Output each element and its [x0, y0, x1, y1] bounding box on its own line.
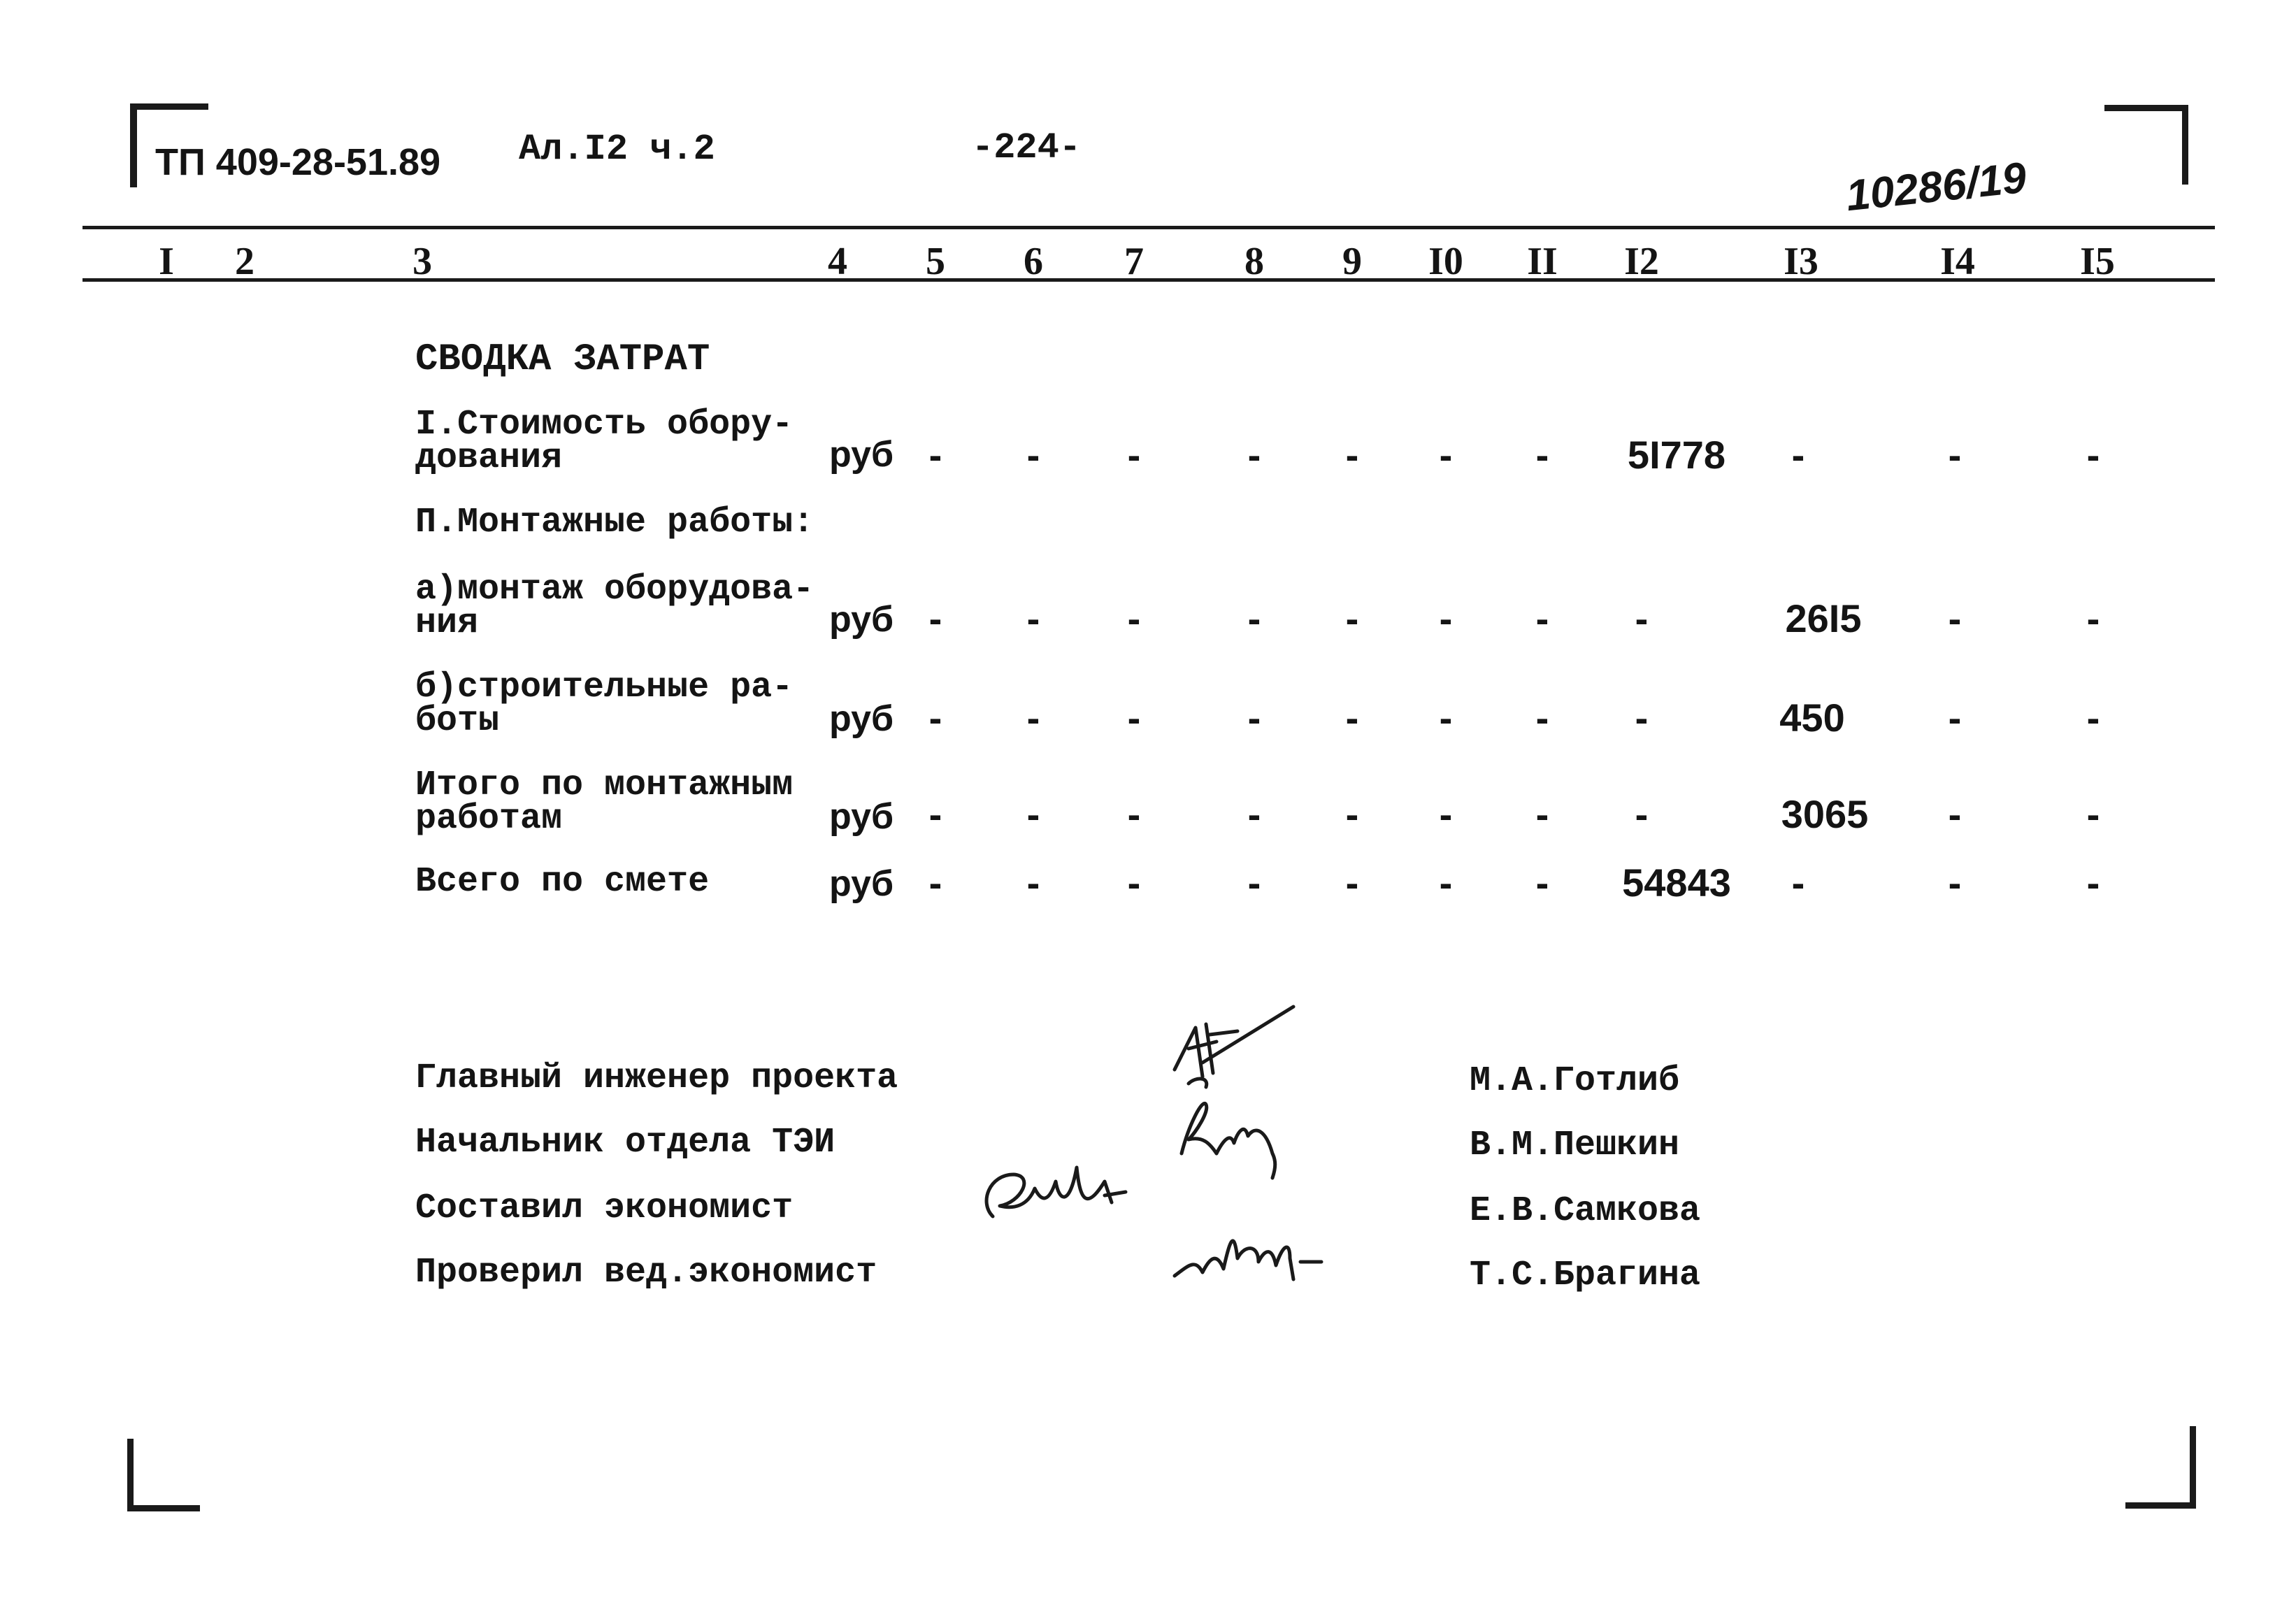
table-cell: -	[1247, 792, 1261, 836]
table-cell: 450	[1779, 696, 1845, 740]
page-number: -224-	[972, 127, 1082, 168]
table-cell: -	[1345, 696, 1359, 740]
row-label: Всего по смете	[415, 862, 710, 902]
table-cell: -	[1535, 596, 1549, 640]
handwritten-signatures	[965, 993, 1398, 1300]
table-cell: -	[1439, 861, 1453, 905]
table-cell: -	[1026, 861, 1040, 905]
table-cell: -	[1247, 596, 1261, 640]
table-cell: -	[1247, 696, 1261, 740]
column-number: I	[159, 240, 174, 283]
table-cell: -	[1439, 433, 1453, 477]
table-cell: -	[1535, 696, 1549, 740]
column-number: I4	[1940, 240, 1975, 283]
row-label: Итого по монтажным работам	[415, 766, 794, 839]
corner-mark-top-right	[2104, 105, 2188, 111]
corner-mark-top-left-h	[130, 103, 208, 110]
table-cell: -	[1345, 433, 1359, 477]
table-cell: -	[1026, 596, 1040, 640]
table-cell: -	[928, 861, 942, 905]
table-cell: -	[1635, 596, 1649, 640]
table-cell: -	[1439, 696, 1453, 740]
table-cell: -	[1535, 433, 1549, 477]
column-number: 9	[1342, 240, 1362, 283]
table-cell: -	[1127, 861, 1141, 905]
table-cell: -	[1127, 696, 1141, 740]
column-number: II	[1527, 240, 1558, 283]
column-number: 6	[1024, 240, 1043, 283]
column-number: I5	[2080, 240, 2115, 283]
row-label: а)монтаж оборудова- ния	[415, 570, 815, 643]
table-cell: -	[1345, 861, 1359, 905]
table-cell: -	[1948, 861, 1962, 905]
column-header-bottom-rule	[82, 278, 2215, 282]
table-cell: -	[1948, 792, 1962, 836]
table-cell: -	[928, 696, 942, 740]
row-unit: руб	[829, 863, 894, 904]
table-cell: -	[928, 792, 942, 836]
table-cell: -	[1439, 596, 1453, 640]
table-cell: -	[1791, 861, 1805, 905]
signature-name: Е.В.Самкова	[1470, 1191, 1701, 1231]
table-cell: -	[928, 433, 942, 477]
table-cell: -	[2086, 861, 2100, 905]
table-cell: -	[1127, 596, 1141, 640]
column-number: 8	[1244, 240, 1264, 283]
column-number: 2	[235, 240, 254, 283]
table-cell: -	[1635, 792, 1649, 836]
table-cell: -	[1345, 596, 1359, 640]
corner-mark-bottom-left-h	[127, 1505, 200, 1511]
signature-role: Начальник отдела ТЭИ	[415, 1123, 835, 1163]
row-unit: руб	[829, 698, 894, 739]
table-cell: -	[1127, 792, 1141, 836]
signature-name: В.М.Пешкин	[1470, 1126, 1680, 1165]
column-number: I2	[1624, 240, 1659, 283]
table-cell: -	[2086, 596, 2100, 640]
signature-name: М.А.Готлиб	[1470, 1061, 1680, 1101]
album-reference: Ал.I2 ч.2	[519, 129, 715, 170]
summary-title: СВОДКА ЗАТРАТ	[415, 338, 710, 381]
corner-mark-bottom-left	[127, 1439, 134, 1511]
table-cell: 3065	[1781, 792, 1869, 836]
column-header-top-rule	[82, 226, 2215, 229]
row-label: I.Стоимость обору- дования	[415, 405, 794, 478]
column-number: I3	[1784, 240, 1818, 283]
table-cell: -	[928, 596, 942, 640]
table-cell: -	[1247, 433, 1261, 477]
corner-mark-top-left	[130, 103, 137, 187]
signature-role: Проверил вед.экономист	[415, 1253, 877, 1293]
table-cell: -	[2086, 696, 2100, 740]
row-label: б)строительные ра- боты	[415, 668, 794, 741]
table-cell: -	[2086, 433, 2100, 477]
document-code: ТП 409-28-51.89	[155, 141, 441, 183]
table-cell: -	[1127, 433, 1141, 477]
table-cell: -	[1345, 792, 1359, 836]
signature-role: Составил экономист	[415, 1188, 794, 1228]
corner-mark-bottom-right-h	[2125, 1502, 2195, 1509]
table-cell: -	[1247, 861, 1261, 905]
table-cell: -	[1948, 696, 1962, 740]
signature-name: Т.С.Брагина	[1470, 1256, 1701, 1295]
table-cell: -	[1948, 596, 1962, 640]
table-cell: 54843	[1622, 861, 1731, 905]
table-cell: -	[1026, 696, 1040, 740]
column-number: 5	[926, 240, 945, 283]
handwritten-reference: 10286/19	[1844, 153, 2029, 221]
column-number: 4	[828, 240, 847, 283]
table-cell: -	[1635, 696, 1649, 740]
table-cell: -	[1026, 433, 1040, 477]
table-cell: -	[2086, 792, 2100, 836]
table-cell: -	[1026, 792, 1040, 836]
row-unit: руб	[829, 599, 894, 640]
table-cell: -	[1535, 792, 1549, 836]
corner-mark-bottom-right	[2190, 1426, 2196, 1509]
column-number: I0	[1428, 240, 1463, 283]
table-cell: -	[1535, 861, 1549, 905]
table-cell: 5I778	[1627, 433, 1726, 477]
row-unit: руб	[829, 434, 894, 475]
column-number: 7	[1124, 240, 1144, 283]
row-unit: руб	[829, 796, 894, 837]
table-cell: -	[1948, 433, 1962, 477]
section-heading: П.Монтажные работы:	[415, 503, 815, 542]
column-number: 3	[412, 240, 432, 283]
table-cell: -	[1439, 792, 1453, 836]
table-cell: 26I5	[1785, 596, 1862, 640]
table-cell: -	[1791, 433, 1805, 477]
corner-mark-top-right-v	[2182, 105, 2188, 185]
signature-role: Главный инженер проекта	[415, 1058, 898, 1098]
